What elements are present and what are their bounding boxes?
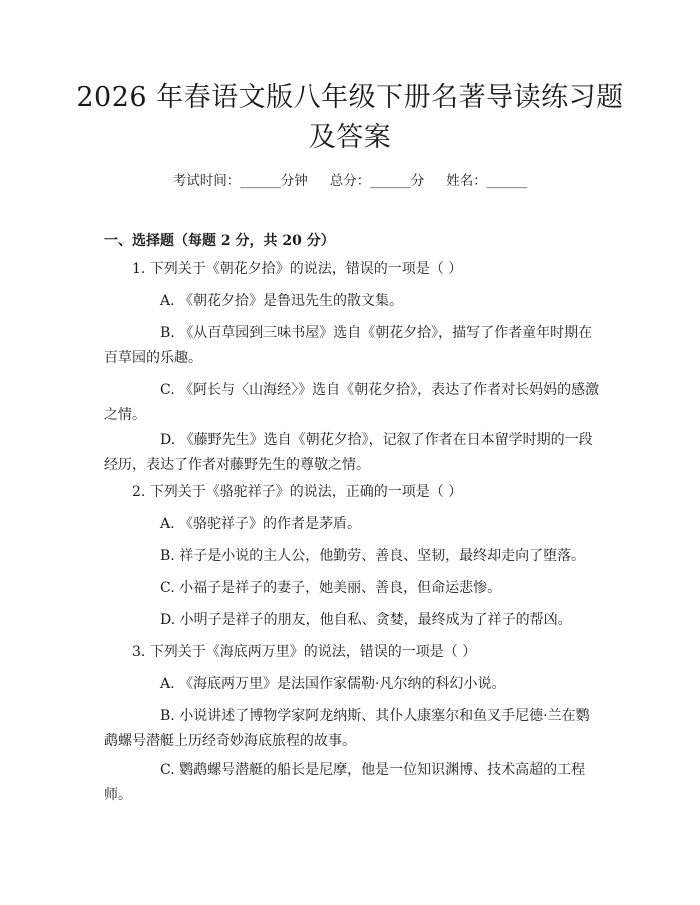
question-1-stem: 1. 下列关于《朝花夕拾》的说法，错误的一项是（ ） xyxy=(132,261,463,277)
question-option xyxy=(104,378,600,428)
exam-info xyxy=(0,169,700,189)
title-line-1: 2026 年春语文版八年级下册名著导读练习题 xyxy=(76,82,624,113)
document-title xyxy=(60,78,640,158)
question-option xyxy=(104,289,600,314)
section-heading: 一、选择题（每题 2 分，共 20 分） xyxy=(104,233,335,249)
question-3-stem: 3. 下列关于《海底两万里》的说法，错误的一项是（ ） xyxy=(132,644,477,660)
q1-option-c: C. 《阿长与〈山海经〉》选自《朝花夕拾》，表达了作者对长妈妈的感激之情。 xyxy=(104,382,600,423)
question-option xyxy=(104,758,600,808)
q3-option-b: B. 小说讲述了博物学家阿龙纳斯、其仆人康塞尔和鱼叉手尼德·兰在鹦鹉螺号潜艇上历经奇妙海底旅程的故事。 xyxy=(104,708,590,749)
q2-option-c: C. 小福子是祥子的妻子，她美丽、善良，但命运悲惨。 xyxy=(160,580,502,596)
q2-option-d: D. 小明子是祥子的朋友，他自私、贪婪，最终成为了祥子的帮凶。 xyxy=(160,612,572,628)
q1-option-d: D. 《藤野先生》选自《朝花夕拾》，记叙了作者在日本留学时期的一段经历，表达了作者对藤野先生的尊敬之情。 xyxy=(104,432,593,473)
title-line-2: 及答案 xyxy=(308,122,392,153)
question-option xyxy=(104,704,600,754)
q2-option-a: A. 《骆驼祥子》的作者是茅盾。 xyxy=(160,516,362,532)
q3-option-c: C. 鹦鹉螺号潜艇的船长是尼摩，他是一位知识渊博、技术高超的工程师。 xyxy=(104,762,586,803)
question-stem xyxy=(104,257,600,282)
question-stem xyxy=(104,640,600,665)
exam-time-field: 考试时间：______分钟 xyxy=(172,173,308,189)
q3-option-a: A. 《海底两万里》是法国作家儒勒·凡尔纳的科幻小说。 xyxy=(160,676,506,692)
q1-option-b: B. 《从百草园到三味书屋》选自《朝花夕拾》，描写了作者童年时期在百草园的乐趣。 xyxy=(104,325,593,366)
question-option xyxy=(104,428,600,478)
student-name-field: 姓名：______ xyxy=(446,173,528,189)
question-option xyxy=(104,608,600,633)
question-option xyxy=(104,321,600,371)
q1-option-a: A. 《朝花夕拾》是鲁迅先生的散文集。 xyxy=(160,293,404,309)
question-option xyxy=(104,576,600,601)
question-stem xyxy=(104,480,600,505)
question-option xyxy=(104,512,600,537)
question-option xyxy=(104,544,600,569)
question-2-stem: 2. 下列关于《骆驼祥子》的说法，正确的一项是（ ） xyxy=(132,484,463,500)
total-score-field: 总分：______分 xyxy=(329,173,425,189)
q2-option-b: B. 祥子是小说的主人公，他勤劳、善良、坚韧，最终却走向了堕落。 xyxy=(160,548,586,564)
question-option xyxy=(104,672,600,697)
